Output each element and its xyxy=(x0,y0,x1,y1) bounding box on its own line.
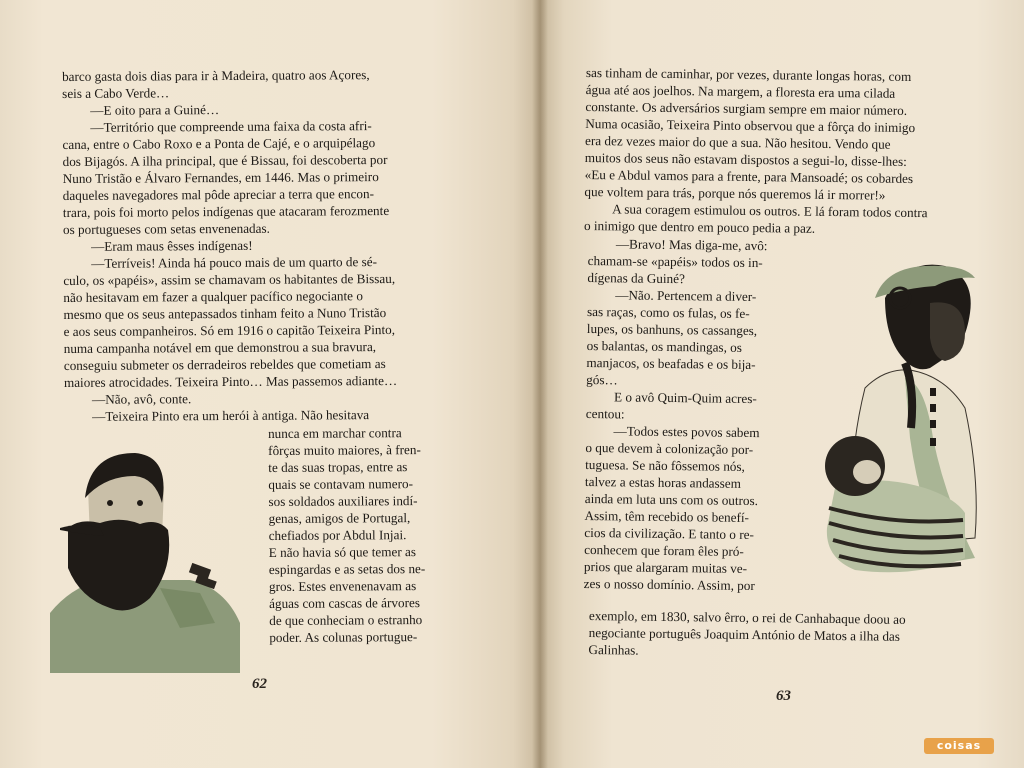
text-line: os portugueses com setas envenenadas. xyxy=(62,220,270,237)
left-page-column-text xyxy=(268,424,469,646)
text-line: zes o nosso domínio. Assim, por xyxy=(583,575,755,594)
text-line: maiores atrocidades. Teixeira Pinto… Mas passemos adiante… xyxy=(63,372,398,390)
text-line: daqueles navegadores mal pôde apreciar a terra que encon- xyxy=(62,186,375,203)
coisas-watermark-logo: coisas xyxy=(924,738,994,754)
page-number-left: 62 xyxy=(252,676,267,692)
text-line: Nuno Tristão e Álvaro Fernandes, em 1446. Mas o primeiro xyxy=(62,169,379,186)
right-page-bottom-text xyxy=(588,607,989,663)
text-line: E o avô Quim-Quim acres- xyxy=(613,389,757,407)
text-line: ainda em luta uns com os outros. xyxy=(584,490,759,509)
text-line: constante. Os adversários surgiam sempre em maior número. xyxy=(585,98,908,118)
text-line: Galinhas. xyxy=(588,641,639,658)
text-line: negociante português Joaquim António de Matos a ilha das xyxy=(588,624,901,644)
text-line: sas tinham de caminhar, por vezes, durante longas horas, com xyxy=(585,64,912,84)
text-line: cios da civilização. E tanto o re- xyxy=(584,524,754,543)
text-line: barco gasta dois dias para ir à Madeira, quatro aos Açores, xyxy=(62,67,370,84)
right-page-text xyxy=(584,64,976,239)
teixeira-pinto-portrait-illustration xyxy=(40,448,250,678)
text-line: quais se contavam numero- xyxy=(268,476,414,492)
text-line: águas com cascas de árvores xyxy=(269,595,420,611)
text-line: espingardas e as setas dos ne- xyxy=(268,561,426,577)
text-line: trara, pois foi morto pelos indígenas que atacaram ferozmente xyxy=(62,203,390,220)
text-line: mesmo que os seus antepassados tinham feito a Nuno Tristão xyxy=(63,305,387,322)
text-line: não hesitavam em fazer a qualquer pacífico negociante o xyxy=(63,288,363,305)
text-line: e aos seus companheiros. Só em 1916 o capitão Teixeira Pinto, xyxy=(63,321,396,339)
guinean-woman-with-child-illustration xyxy=(815,258,1000,583)
text-line: gós… xyxy=(586,371,618,388)
text-line: —Bravo! Mas diga-me, avô: xyxy=(615,236,768,254)
text-line: que voltem para trás, porque nós queremos lá ir morrer!» xyxy=(584,183,886,203)
text-line: era dez vezes maior do que a sua. Não hesitou. Vendo que xyxy=(584,132,891,152)
text-line: de que conheciam o estranho xyxy=(269,612,423,628)
text-line: muitos dos seus não estavam dispostos a segui-lo, disse-lhes: xyxy=(584,149,907,169)
text-line: chefiados por Abdul Injai. xyxy=(268,527,407,543)
book-gutter xyxy=(532,0,548,768)
text-line: cana, entre o Cabo Roxo e a Ponta de Cajé, e o arquipélago xyxy=(62,135,376,152)
text-line: tuguesa. Se não fôssemos nós, xyxy=(585,456,745,474)
text-line: —Eram maus êsses indígenas! xyxy=(91,237,253,254)
text-line: prios que alargaram muitas ve- xyxy=(583,558,748,576)
text-line: E não havia só que temer as xyxy=(268,544,417,560)
text-line: —Terríveis! Ainda há pouco mais de um quarto de sé- xyxy=(91,254,378,271)
text-line: culo, os «papéis», assim se chamavam os habitantes de Bissau, xyxy=(63,270,396,288)
text-line: Numa ocasião, Teixeira Pinto observou que a fôrça do inimigo xyxy=(585,115,916,136)
text-line: —Não, avô, conte. xyxy=(91,391,192,407)
text-line: fôrças muito maiores, à fren- xyxy=(268,442,421,458)
text-line: poder. As colunas portugue- xyxy=(269,629,418,645)
text-line: —E oito para a Guiné… xyxy=(90,102,220,118)
text-line: «Eu e Abdul vamos para a frente, para Mansoadé; os cobardes xyxy=(584,166,914,187)
text-line: —Não. Pertencem a diver- xyxy=(615,287,757,305)
text-line: chamam-se «papéis» todos os in- xyxy=(587,252,763,271)
text-line: gros. Estes envenenavam as xyxy=(268,578,417,594)
left-page-text xyxy=(62,66,464,425)
text-line: o inimigo que dentro em pouco pedia a paz. xyxy=(583,217,816,236)
text-line: talvez a estas horas andassem xyxy=(584,473,742,491)
text-line: te das suas tropas, entre as xyxy=(268,459,408,475)
text-line: dos Bijagós. A ilha principal, que é Bissau, foi descoberta por xyxy=(62,152,388,169)
text-line: centou: xyxy=(585,405,625,422)
text-line: água até aos joelhos. Na margem, a floresta era uma cilada xyxy=(585,81,896,101)
text-line: sos soldados auxiliares indí- xyxy=(268,493,418,509)
text-line: conhecem que foram êles pró- xyxy=(584,541,744,559)
text-line: —Teixeira Pinto era um herói à antiga. Não hesitava xyxy=(92,407,370,424)
text-line: seis a Cabo Verde… xyxy=(62,85,170,101)
text-line: numa campanha notável em que demonstrou a sua bravura, xyxy=(63,339,377,356)
right-page-column-text xyxy=(584,235,808,595)
text-line: —Todos estes povos sabem xyxy=(613,423,760,441)
text-line: os balantas, os mandingas, os xyxy=(586,337,743,355)
text-line: —Território que compreende uma faixa da costa afri- xyxy=(90,118,372,135)
text-line: Assim, têm recebido os benefí- xyxy=(584,507,750,525)
text-line: lupes, os banhuns, os cassanges, xyxy=(586,320,758,339)
text-line: nunca em marchar contra xyxy=(268,425,402,441)
text-line: conseguiu submeter os derradeiros rebeldes que cometiam as xyxy=(63,356,386,373)
page-number-right: 63 xyxy=(776,688,791,704)
text-line: A sua coragem estimulou os outros. E lá foram todos contra xyxy=(612,201,928,221)
text-line: genas, amigos de Portugal, xyxy=(268,510,411,526)
text-line: dígenas da Guiné? xyxy=(587,269,685,287)
text-line: manjacos, os beafadas e os bija- xyxy=(586,354,756,373)
text-line: sas raças, como os fulas, os fe- xyxy=(586,303,750,321)
text-line: o que devem à colonização por- xyxy=(585,439,754,458)
text-line: exemplo, em 1830, salvo êrro, o rei de Canhabaque doou ao xyxy=(588,607,906,627)
